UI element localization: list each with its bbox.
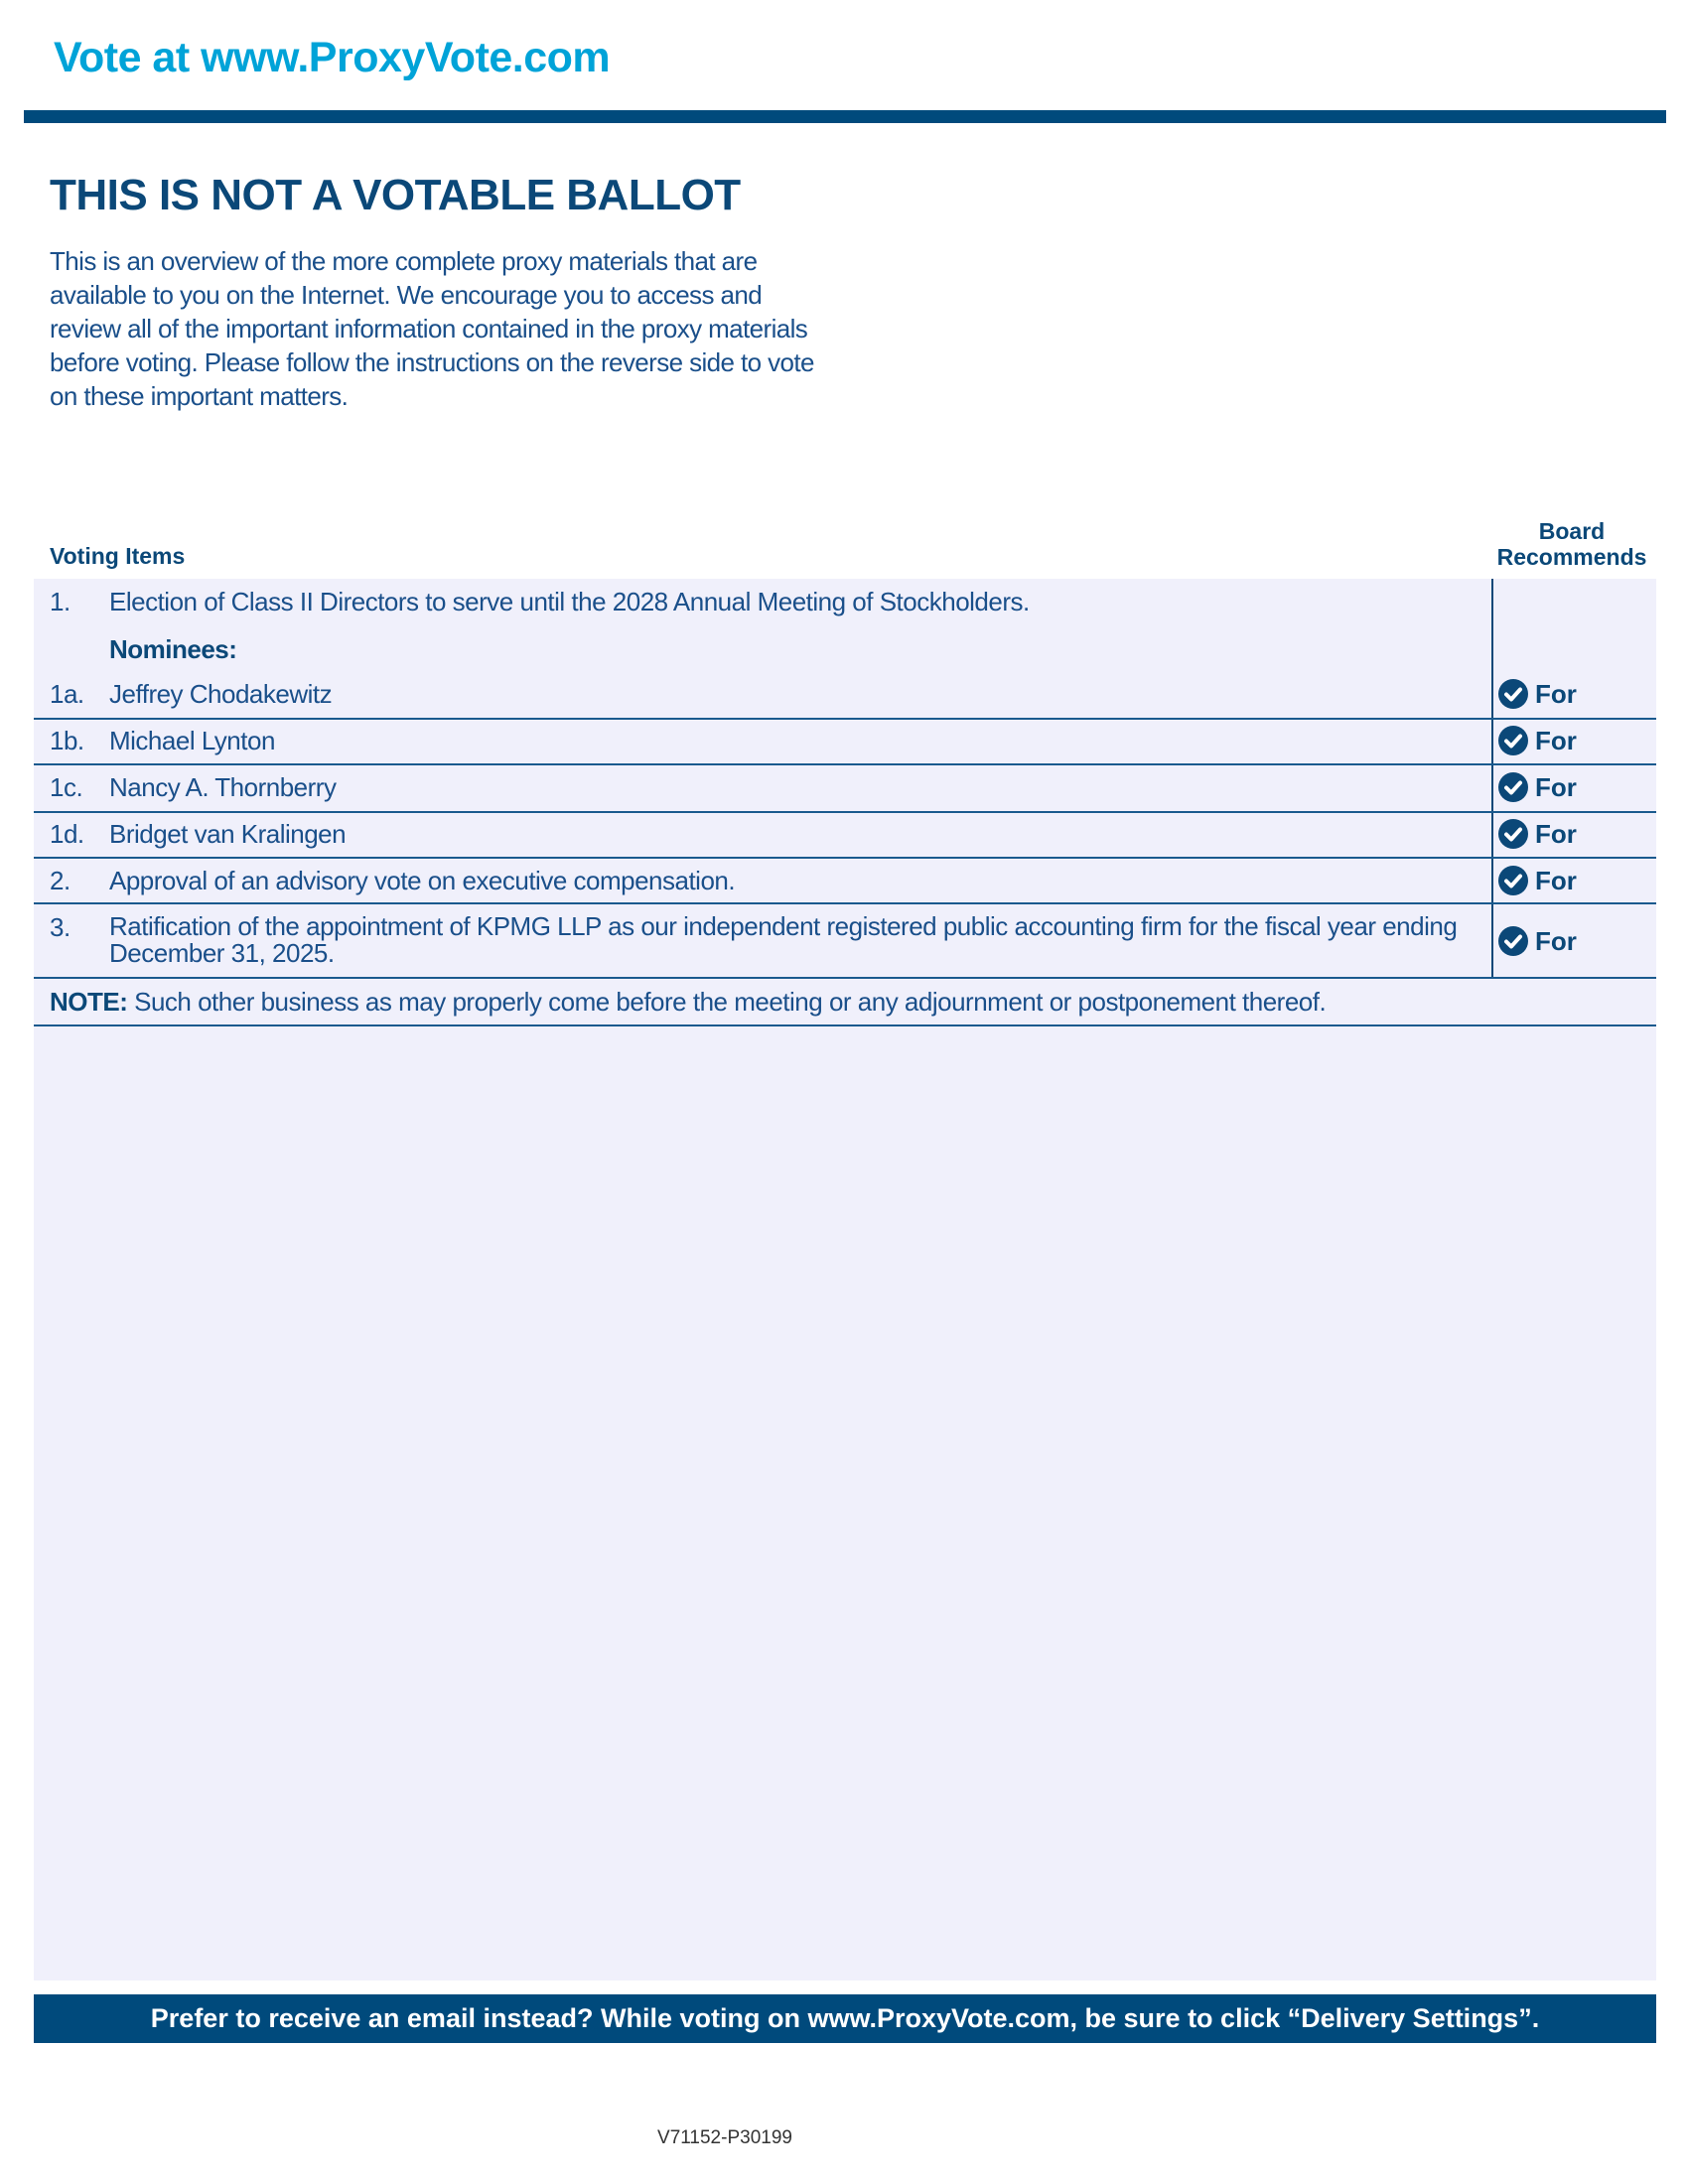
board-recommends-header [1492, 518, 1651, 570]
row-divider [34, 857, 1656, 859]
check-circle-icon [1497, 678, 1535, 710]
row-divider [34, 811, 1656, 813]
item-text: Michael Lynton [109, 726, 275, 755]
row-divider [34, 718, 1656, 720]
intro-paragraph: This is an overview of the more complete proxy materials that are available to you on the Internet. We encourage you to access and review all of the important information contained in the proxy materials before voting. Please follow the instructions on the reverse side to vote on these important matters. [50, 246, 814, 411]
item-number: 1d. [50, 819, 84, 849]
item-number: 1a. [50, 679, 84, 709]
board-recommendation [1497, 725, 1577, 756]
email-delivery-banner [34, 1994, 1656, 2043]
check-circle-icon [1497, 925, 1535, 957]
item-number: 1b. [50, 726, 84, 755]
check-circle-icon [1497, 771, 1535, 803]
recommendation-label: For [1535, 818, 1577, 849]
header-divider-bar [24, 110, 1666, 123]
column-divider [1491, 579, 1493, 979]
row-divider [34, 977, 1656, 979]
proxyvote-link[interactable]: Vote at www.ProxyVote.com [54, 34, 611, 81]
row-divider [34, 902, 1656, 904]
note-label: NOTE: [50, 987, 128, 1017]
note [50, 987, 1326, 1018]
voting-items-header: Voting Items [50, 543, 186, 569]
item-number: 1c. [50, 772, 83, 802]
board-header-line2: Recommends [1496, 544, 1647, 570]
item-text: Ratification of the appointment of KPMG LLP as our independent registered public accounting firm for the fiscal year ending December 31, 2025. [109, 911, 1458, 968]
item-text: Election of Class II Directors to serve until the 2028 Annual Meeting of Stockholders. [109, 587, 1030, 616]
check-circle-icon [1497, 818, 1535, 850]
item-text: Nancy A. Thornberry [109, 772, 337, 802]
item-number: 1. [50, 587, 70, 616]
item-text: Bridget van Kralingen [109, 819, 347, 849]
item-number: 3. [50, 912, 70, 942]
recommendation-label: For [1535, 925, 1577, 956]
banner-text: Prefer to receive an email instead? While voting on www.ProxyVote.com, be sure to click “Delivery Settings”. [150, 2003, 1540, 2033]
document-code: V71152-P30199 [657, 2127, 792, 2148]
board-header-line1: Board [1538, 518, 1606, 544]
nominees-label: Nominees: [109, 634, 237, 664]
check-circle-icon [1497, 865, 1535, 896]
recommendation-label: For [1535, 678, 1577, 709]
row-divider [34, 1024, 1656, 1026]
board-recommendation [1497, 771, 1577, 803]
page-title: THIS IS NOT A VOTABLE BALLOT [50, 171, 741, 219]
board-recommendation [1497, 925, 1577, 957]
row-divider [34, 763, 1656, 765]
item-text: Jeffrey Chodakewitz [109, 679, 333, 709]
recommendation-label: For [1535, 771, 1577, 802]
board-recommendation [1497, 818, 1577, 850]
check-circle-icon [1497, 725, 1535, 756]
board-recommendation [1497, 678, 1577, 710]
item-number: 2. [50, 866, 70, 895]
recommendation-label: For [1535, 725, 1577, 755]
recommendation-label: For [1535, 865, 1577, 895]
board-recommendation [1497, 865, 1577, 896]
item-text: Approval of an advisory vote on executive compensation. [109, 866, 736, 895]
note-text: Such other business as may properly come before the meeting or any adjournment or postponement thereof. [127, 987, 1327, 1017]
